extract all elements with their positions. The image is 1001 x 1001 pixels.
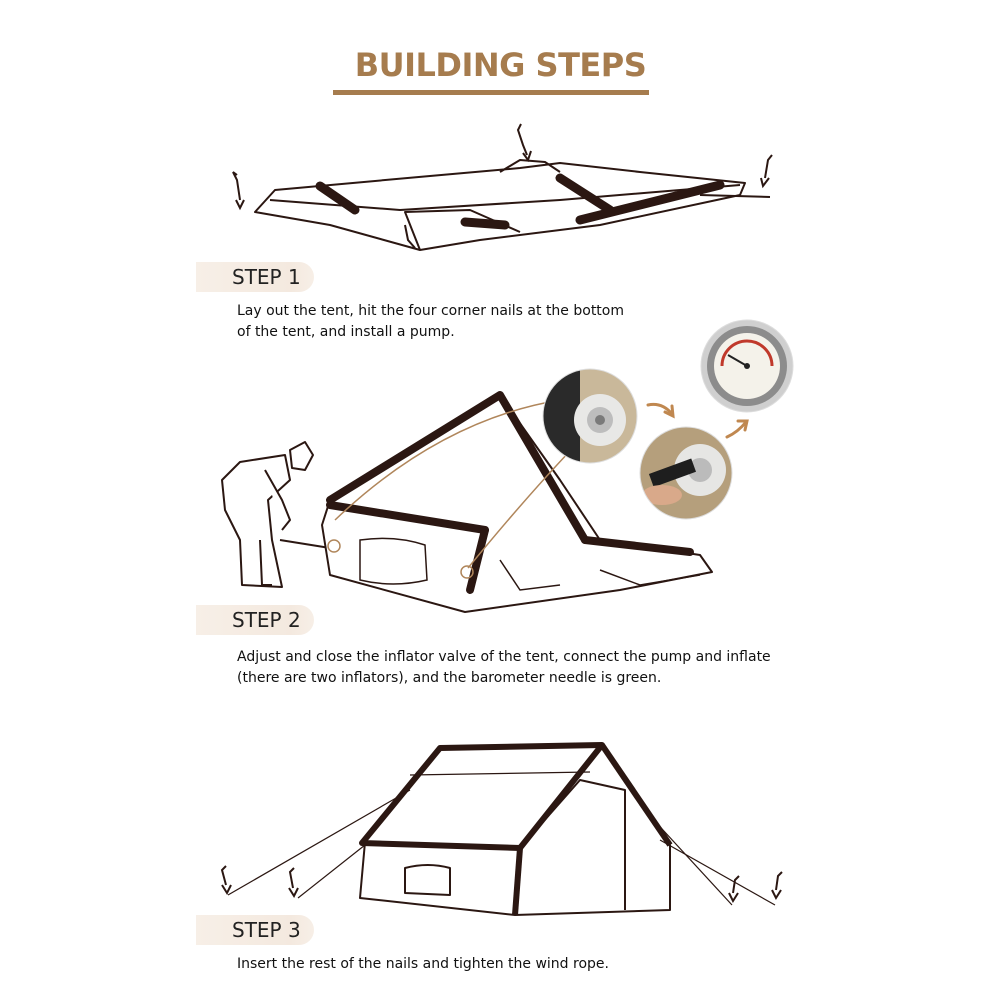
step-1-description: Lay out the tent, hit the four corner nails at the bottom of the tent, and install a pump. bbox=[237, 303, 625, 340]
step-1-label: STEP 1 bbox=[232, 265, 301, 289]
step-3-label: STEP 3 bbox=[232, 918, 301, 942]
step-3-badge bbox=[196, 915, 314, 945]
step-2-label: STEP 2 bbox=[232, 608, 301, 632]
step-2-description: Adjust and close the inflator valve of the tent, connect the pump and inflate (there are two inflators), and the barometer needle is green. bbox=[237, 649, 771, 686]
step-3-description: Insert the rest of the nails and tighten the wind rope. bbox=[237, 956, 609, 972]
page-title: BUILDING STEPS bbox=[354, 46, 647, 84]
